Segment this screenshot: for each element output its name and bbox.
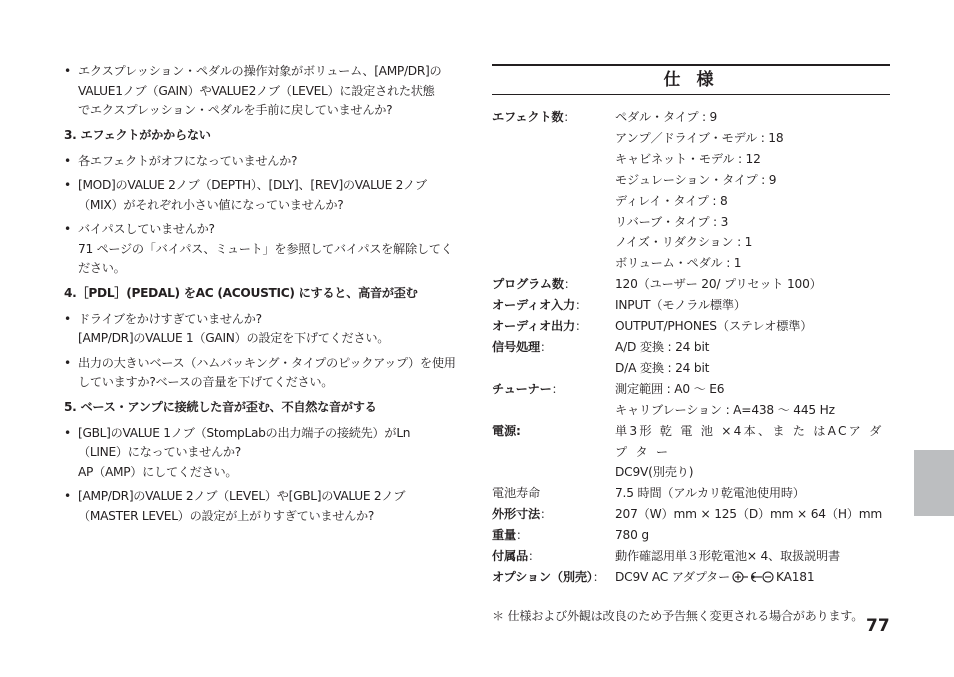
spec-values	[615, 379, 890, 421]
spec-label	[492, 525, 615, 546]
spec-label-colon: ：	[563, 277, 576, 292]
spec-row-audio-output	[492, 316, 890, 337]
list-item-line: （MASTER LEVEL）の設定が上がりすぎていませんか?	[78, 508, 375, 523]
spec-value: 測定範囲 : A0 〜 E6	[615, 381, 725, 396]
spec-label	[492, 107, 615, 274]
list-item-line: 出力の大きいベース（ハムバッキング・タイプのピックアップ）を使用	[78, 355, 456, 370]
spec-value: 120（ユーザー 20/ プリセット 100）	[615, 277, 822, 292]
bullet-mark: •	[64, 64, 71, 78]
section-heading-5: 5. ベース・アンプに接続した音が歪む、不自然な音がする	[64, 399, 377, 414]
spec-values	[615, 567, 890, 590]
spec-label-text: 電源:	[492, 423, 521, 438]
spec-row-effects	[492, 107, 890, 274]
option-value-prefix: DC9V AC アダプター	[615, 569, 730, 584]
spec-label-colon: ：	[527, 549, 540, 564]
list-item	[64, 354, 464, 393]
spec-label-colon: ：	[551, 381, 564, 396]
spec-value: D/A 変換 : 24 bit	[615, 360, 710, 375]
list-item-line: [AMP/DR]のVALUE 2ノブ（LEVEL）や[GBL]のVALUE 2ノブ	[78, 489, 406, 503]
spec-value: 780 g	[615, 528, 649, 543]
spec-value: キャビネット・モデル : 12	[615, 151, 761, 166]
spec-label-colon: ：	[563, 110, 576, 124]
spec-values	[615, 107, 890, 274]
list-item-line: していますか?ベースの音量を下げてください。	[78, 375, 334, 389]
spec-value: 単3形 乾 電 池 ×4本、ま た はACア ダ プ タ ー	[615, 423, 884, 459]
list-item	[64, 424, 464, 483]
spec-label-text: 信号処理	[492, 339, 540, 354]
spec-label-colon: ：	[539, 339, 552, 354]
spec-row-tuner	[492, 379, 890, 421]
chapter-side-tab	[914, 450, 954, 516]
spec-label	[492, 567, 615, 590]
spec-value: DC9V(別売り)	[615, 465, 694, 480]
spec-label-colon: ：	[539, 507, 552, 522]
spec-values	[615, 316, 890, 337]
page-number: 77	[866, 616, 890, 636]
spec-row-dimensions	[492, 504, 890, 525]
list-item	[64, 62, 464, 121]
specifications-table	[492, 107, 890, 590]
spec-row-weight	[492, 525, 890, 546]
list-item-line: 71 ページの「バイパス、ミュート」を参照してバイパスを解除してください。	[78, 241, 453, 275]
specifications-footnote: ＊ 仕様および外観は改良のため予告無く変更される場合があります。	[492, 608, 864, 623]
spec-values	[615, 504, 890, 525]
center-negative-polarity-icon	[732, 569, 774, 590]
spec-value: ノイズ・リダクション : 1	[615, 235, 753, 250]
spec-label-colon: ：	[592, 569, 605, 584]
list-item-line: [GBL]のVALUE 1ノブ（StompLabの出力端子の接続先）がLn	[78, 425, 411, 440]
spec-label-text: エフェクト数	[492, 110, 564, 124]
spec-label	[492, 316, 615, 337]
spec-value: 207（W）mm × 125（D）mm × 64（H）mm	[615, 507, 883, 522]
specifications-title: 仕 様	[492, 64, 890, 95]
specifications-column	[492, 64, 890, 626]
spec-label-text: オプション（別売）	[492, 569, 593, 584]
spec-label-text: 重量	[492, 528, 516, 543]
list-item-line: エクスプレッション・ペダルの操作対象がボリューム、[AMP/DR]の	[78, 64, 442, 78]
spec-label	[492, 504, 615, 525]
spec-label-text: プログラム数	[492, 277, 564, 292]
spec-row-programs	[492, 274, 890, 295]
spec-label-colon: ：	[574, 319, 587, 334]
spec-label-text: チューナー	[492, 381, 552, 396]
spec-value: リバーブ・タイプ : 3	[615, 214, 729, 229]
spec-value: ペダル・タイプ : 9	[615, 110, 718, 124]
list-item-line: 各エフェクトがオフになっていませんか?	[78, 153, 298, 168]
spec-values	[615, 421, 890, 484]
spec-value: OUTPUT/PHONES（ステレオ標準）	[615, 319, 813, 334]
bullet-mark: •	[64, 153, 71, 168]
spec-value: 7.5 時間（アルカリ乾電池使用時）	[615, 486, 805, 501]
bullet-mark: •	[64, 178, 71, 192]
spec-value: A/D 変換 : 24 bit	[615, 339, 710, 354]
bullet-mark: •	[64, 489, 71, 503]
bullet-mark: •	[64, 222, 71, 236]
spec-value: 動作確認用単３形乾電池× 4、取扱説明書	[615, 549, 841, 564]
section-heading-3: 3. エフェクトがかからない	[64, 127, 211, 142]
list-item-line: ドライブをかけすぎていませんか?	[78, 311, 262, 326]
spec-value: モジュレーション・タイプ : 9	[615, 172, 777, 187]
spec-label	[492, 274, 615, 295]
spec-value: INPUT（モノラル標準）	[615, 298, 746, 313]
list-item	[64, 152, 464, 172]
list-item-line: [MOD]のVALUE 2ノブ（DEPTH）、[DLY]、[REV]のVALUE 2ノブ	[78, 178, 427, 192]
spec-row-audio-input	[492, 295, 890, 316]
spec-values	[615, 483, 890, 504]
spec-label-colon: ：	[574, 298, 587, 313]
spec-value: キャリブレーション : A=438 〜 445 Hz	[615, 402, 835, 417]
spec-label-text: オーディオ出力	[492, 319, 575, 334]
spec-label-text: 付属品	[492, 549, 528, 564]
list-item-line: バイパスしていませんか?	[78, 222, 215, 236]
spec-values	[615, 546, 890, 567]
list-item	[64, 487, 464, 526]
spec-label	[492, 337, 615, 379]
spec-values	[615, 525, 890, 546]
list-item-line: でエクスプレッション・ペダルを手前に戻していませんか?	[78, 103, 393, 117]
bullet-mark: •	[64, 355, 71, 370]
spec-label-text: 電池寿命	[492, 486, 540, 501]
spec-label	[492, 483, 615, 504]
spec-row-option	[492, 567, 890, 590]
spec-row-battery-life	[492, 483, 890, 504]
spec-value: アンプ／ドライブ・モデル : 18	[615, 130, 784, 145]
list-item-line: （MIX）がそれぞれ小さい値になっていませんか?	[78, 197, 344, 212]
spec-label-colon: ：	[515, 528, 528, 543]
spec-row-power	[492, 421, 890, 484]
spec-label	[492, 546, 615, 567]
spec-value: ディレイ・タイプ : 8	[615, 193, 728, 208]
list-item-line: [AMP/DR]のVALUE 1（GAIN）の設定を下げてください。	[78, 331, 390, 345]
spec-label-text: オーディオ入力	[492, 298, 575, 313]
spec-label	[492, 379, 615, 421]
list-item-line: AP（AMP）にしてください。	[78, 464, 238, 479]
list-item	[64, 310, 464, 349]
section-heading-4: 4.［PDL］(PEDAL) をAC (ACOUSTIC) にすると、高音が歪む	[64, 285, 418, 300]
spec-value	[615, 567, 890, 590]
spec-label-text: 外形寸法	[492, 507, 540, 522]
spec-row-signal-processing	[492, 337, 890, 379]
troubleshooting-column	[64, 62, 464, 531]
spec-values	[615, 295, 890, 316]
option-value-suffix: KA181	[776, 569, 815, 584]
spec-value: ボリューム・ペダル : 1	[615, 256, 742, 271]
bullet-mark: •	[64, 311, 71, 326]
spec-values	[615, 337, 890, 379]
list-item-line: VALUE1ノブ（GAIN）やVALUE2ノブ（LEVEL）に設定された状態	[78, 83, 435, 98]
list-item	[64, 220, 464, 279]
bullet-mark: •	[64, 425, 71, 440]
list-item-line: （LINE）になっていませんか?	[78, 445, 241, 459]
list-item	[64, 176, 464, 215]
spec-label	[492, 295, 615, 316]
spec-row-accessories	[492, 546, 890, 567]
spec-values	[615, 274, 890, 295]
spec-label	[492, 421, 615, 484]
